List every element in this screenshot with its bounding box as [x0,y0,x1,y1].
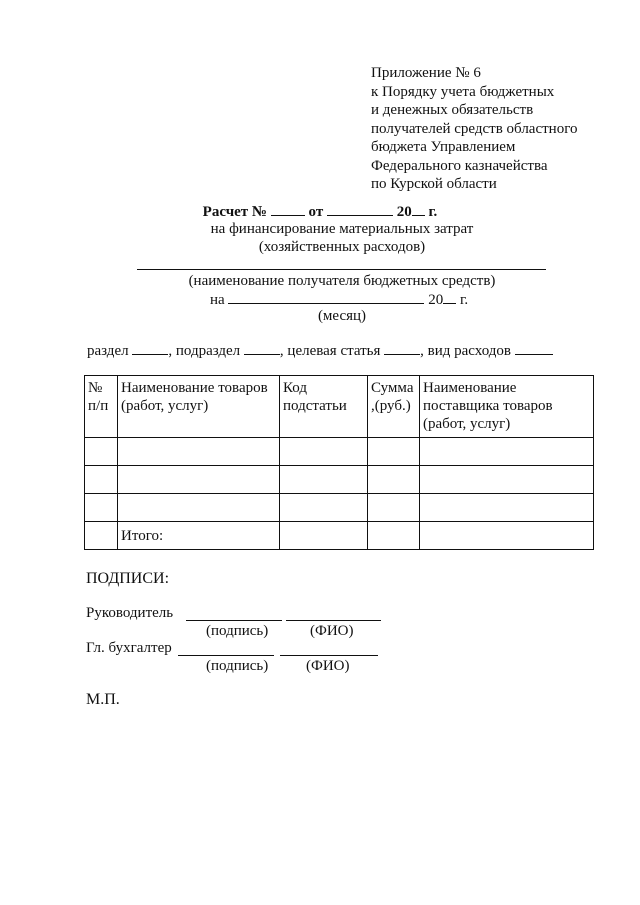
month-year-prefix: 20 [428,292,444,308]
annex-line: Приложение № 6 [371,65,481,81]
title-calc-no: Расчет № [202,204,268,220]
target-label: , целевая статья [279,343,381,359]
head-signature-line [186,620,282,621]
expense-table [84,375,594,550]
table-header-row [85,376,594,438]
signatures-heading: ПОДПИСИ: [86,570,170,587]
section-label: раздел [87,343,129,359]
table-total-row [85,522,594,550]
table-cell [420,494,594,522]
recipient-name-line [137,269,546,270]
table-cell [118,438,280,466]
table-cell [280,438,368,466]
table-cell [280,466,368,494]
month-caption: (месяц) [317,308,367,324]
title-year-suffix: г. [428,204,438,220]
total-label: Итого: [118,522,280,550]
title-line-3: (хозяйственных расходов) [258,239,426,255]
table-cell [420,522,594,550]
table-cell [368,466,420,494]
head-name-caption: (ФИО) [310,623,354,639]
classification-line [87,341,553,360]
title-year-prefix: 20 [396,204,412,220]
head-signature-caption: (подпись) [206,623,269,639]
accountant-name-caption: (ФИО) [306,658,350,674]
annex-line: и денежных обязательств [371,102,534,118]
head-label: Руководитель [86,605,174,621]
target-blank [384,341,420,355]
accountant-signature-line [178,655,274,656]
accountant-name-line [280,655,378,656]
header-subarticle-code: Код подстатьи [280,376,368,438]
annex-line: Федерального казначейства [371,157,548,174]
expense-type-blank [515,341,553,355]
month-year-suffix: г. [459,292,469,308]
head-name-line [286,620,381,621]
seal-mark: М.П. [86,691,120,708]
table-row [85,494,594,522]
header-goods-name: Наименование товаров (работ, услуг) [118,376,280,438]
table-cell [85,438,118,466]
annex-line: бюджета Управлением [371,139,516,155]
subsection-label: , подраздел [168,343,241,359]
table-cell [368,438,420,466]
table-cell [85,522,118,550]
section-blank [132,341,168,355]
recipient-caption: (наименование получателя бюджетных средств) [188,273,496,289]
annex-line: получателей средств областного [371,120,578,137]
subsection-blank [244,341,280,355]
header-row-number: № п/п [85,376,118,438]
table-cell [368,522,420,550]
annex-block [371,64,577,194]
expense-type-label: , вид расходов [420,343,511,359]
title-from: от [308,204,324,220]
calc-number-blank [271,202,305,216]
table-cell [280,494,368,522]
accountant-signature-caption: (подпись) [206,658,269,674]
table-cell [85,494,118,522]
header-amount: Сумма ,(руб.) [368,376,420,438]
header-supplier-name: Наименование поставщика товаров (работ, услуг) [420,376,594,438]
table-cell [280,522,368,550]
table-cell [420,466,594,494]
calc-year-blank [412,202,425,216]
document-title [0,202,640,221]
annex-line: по Курской области [371,176,497,192]
table-cell [85,466,118,494]
month-year-blank [443,290,456,304]
table-row [85,466,594,494]
title-line-2: на финансирование материальных затрат [210,221,474,237]
annex-line: к Порядку учета бюджетных [371,83,555,100]
table-cell [118,466,280,494]
table-row [85,438,594,466]
month-on: на [210,292,225,308]
table-cell [118,494,280,522]
table-cell [368,494,420,522]
calc-date-blank [327,202,393,216]
table-cell [420,438,594,466]
accountant-label: Гл. бухгалтер [86,640,172,656]
month-blank [228,290,424,304]
